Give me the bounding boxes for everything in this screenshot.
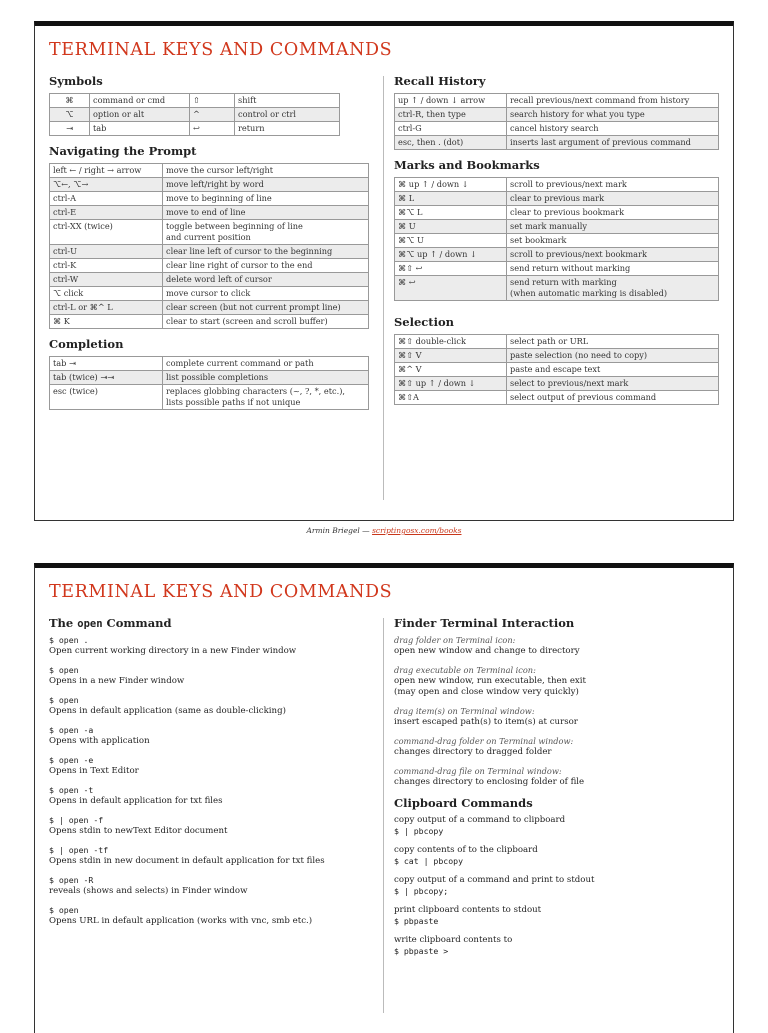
key-cell: ctrl-U [50, 245, 163, 259]
section-heading: Symbols [49, 74, 103, 88]
description-cell: clear screen (but not current prompt line) [163, 301, 369, 315]
navigating-row [50, 164, 369, 178]
key-cell: ⌘ up ↑ / down ↓ [395, 178, 507, 192]
description-cell: toggle between beginning of line and current position [163, 220, 369, 245]
symbols-row [50, 108, 340, 122]
marks-row [395, 206, 719, 220]
clipboard-item [394, 845, 719, 867]
key-cell: ⌘⌥ L [395, 206, 507, 220]
description-cell: move to end of line [163, 206, 369, 220]
selection-row [395, 391, 719, 405]
key-cell: ⌘⇧ V [395, 349, 507, 363]
key-cell: ⌘ K [50, 315, 163, 329]
key-cell: ⌘⇧ ↩ [395, 262, 507, 276]
key-cell: ⌘ [50, 94, 90, 108]
navigating-section [49, 144, 369, 329]
command-code: $ open -a [49, 725, 94, 735]
column-divider [383, 618, 384, 1013]
open-command-list [49, 635, 369, 927]
command-code: $ open -R [49, 875, 94, 885]
completion-row [50, 371, 369, 385]
description-cell: delete word left of cursor [163, 273, 369, 287]
open-command-item [49, 815, 369, 837]
selection-section [394, 315, 719, 405]
key-cell: ⌥ click [50, 287, 163, 301]
heading-mono: open [77, 618, 103, 630]
clipboard-description: print clipboard contents to stdout [394, 905, 542, 915]
marks-row [395, 276, 719, 301]
command-code: $ open [49, 665, 79, 675]
clipboard-code: $ | pbcopy; [394, 886, 449, 896]
key-cell: ctrl-R, then type [395, 108, 507, 122]
marks-section [394, 158, 719, 301]
key-cell: ⌘⌥ up ↑ / down ↓ [395, 248, 507, 262]
clipboard-section [394, 796, 719, 957]
open-command-item [49, 635, 369, 657]
completion-table [49, 356, 369, 410]
key-cell: ⌘ ↩ [395, 276, 507, 301]
description-cell: move left/right by word [163, 178, 369, 192]
key-cell: ⌘⇧ up ↑ / down ↓ [395, 377, 507, 391]
key-cell: ↩ [190, 122, 235, 136]
section-heading: Recall History [394, 74, 486, 88]
marks-row [395, 262, 719, 276]
clipboard-description: copy contents of to the clipboard [394, 845, 538, 855]
clipboard-item [394, 935, 719, 957]
marks-row [395, 220, 719, 234]
command-code: $ open -t [49, 785, 94, 795]
description-cell: search history for what you type [507, 108, 719, 122]
navigating-row [50, 178, 369, 192]
command-description: Opens in Text Editor [49, 766, 139, 776]
key-cell: ⌘⇧ double-click [395, 335, 507, 349]
finder-action: drag item(s) on Terminal window: [394, 706, 535, 716]
navigating-row [50, 206, 369, 220]
description-cell: scroll to previous/next bookmark [507, 248, 719, 262]
key-cell: ⌘^ V [395, 363, 507, 377]
command-code: $ open [49, 905, 79, 915]
key-cell: ctrl-K [50, 259, 163, 273]
description-cell: move the cursor left/right [163, 164, 369, 178]
heading-prefix: The [49, 616, 78, 630]
description-cell: command or cmd [90, 94, 190, 108]
description-cell: select output of previous command [507, 391, 719, 405]
description-cell: clear to previous mark [507, 192, 719, 206]
key-cell: up ↑ / down ↓ arrow [395, 94, 507, 108]
clipboard-code: $ pbpaste > [394, 946, 449, 956]
selection-row [395, 335, 719, 349]
finder-item [394, 635, 719, 657]
finder-item [394, 706, 719, 728]
description-cell: clear line right of cursor to the end [163, 259, 369, 273]
clipboard-code: $ cat | pbcopy [394, 856, 464, 866]
open-command-item [49, 695, 369, 717]
description-cell: return [235, 122, 340, 136]
symbols-row [50, 94, 340, 108]
navigating-table [49, 163, 369, 329]
navigating-row [50, 192, 369, 206]
navigating-row [50, 301, 369, 315]
finder-item [394, 665, 719, 698]
navigating-row [50, 273, 369, 287]
key-cell: ⇧ [190, 94, 235, 108]
page-caption [0, 526, 768, 535]
finder-list [394, 635, 719, 788]
author-name: Armin Briegel — [306, 526, 370, 535]
page-title: TERMINAL KEYS AND COMMANDS [49, 582, 393, 602]
description-cell: clear line left of cursor to the beginning [163, 245, 369, 259]
completion-section [49, 337, 369, 410]
section-heading: Marks and Bookmarks [394, 158, 540, 172]
recall-table [394, 93, 719, 150]
navigating-row [50, 245, 369, 259]
recall-section [394, 74, 719, 150]
clipboard-list [394, 815, 719, 957]
command-description: Opens with application [49, 736, 150, 746]
marks-row [395, 248, 719, 262]
key-cell: ⌘⌥ U [395, 234, 507, 248]
navigating-row [50, 220, 369, 245]
description-cell: list possible completions [163, 371, 369, 385]
left-column [49, 74, 369, 418]
clipboard-description: copy output of a command and print to stdout [394, 875, 595, 885]
clipboard-item [394, 875, 719, 897]
finder-action: drag folder on Terminal icon: [394, 635, 516, 645]
key-cell: ^ [190, 108, 235, 122]
column-divider [383, 76, 384, 500]
command-code: $ open [49, 695, 79, 705]
clipboard-item [394, 905, 719, 927]
marks-row [395, 192, 719, 206]
section-heading: Navigating the Prompt [49, 144, 197, 158]
recall-row [395, 122, 719, 136]
section-heading [49, 616, 369, 630]
command-description: Opens in default application (same as double-clicking) [49, 706, 286, 716]
symbols-row [50, 122, 340, 136]
symbols-section [49, 74, 369, 136]
marks-table [394, 177, 719, 301]
description-cell: inserts last argument of previous command [507, 136, 719, 150]
key-cell: ctrl-XX (twice) [50, 220, 163, 245]
marks-row [395, 234, 719, 248]
command-code: $ open . [49, 635, 89, 645]
description-cell: cancel history search [507, 122, 719, 136]
finder-item [394, 766, 719, 788]
command-code: $ | open -tf [49, 845, 109, 855]
description-cell: scroll to previous/next mark [507, 178, 719, 192]
key-cell: left ← / right → arrow [50, 164, 163, 178]
completion-row [50, 385, 369, 410]
symbols-table [49, 93, 340, 136]
right-column [394, 616, 719, 965]
recall-row [395, 108, 719, 122]
navigating-row [50, 287, 369, 301]
finder-action: command-drag file on Terminal window: [394, 766, 562, 776]
finder-item [394, 736, 719, 758]
key-cell: esc (twice) [50, 385, 163, 410]
key-cell: ctrl-W [50, 273, 163, 287]
key-cell: ⇥ [50, 122, 90, 136]
selection-table [394, 334, 719, 405]
completion-row [50, 357, 369, 371]
key-cell: ⌘⇧A [395, 391, 507, 405]
command-code: $ open -e [49, 755, 94, 765]
heading-suffix: Command [102, 616, 172, 630]
recall-row [395, 94, 719, 108]
description-cell: set mark manually [507, 220, 719, 234]
command-code: $ | open -f [49, 815, 104, 825]
selection-row [395, 349, 719, 363]
finder-description: changes directory to enclosing folder of file [394, 777, 585, 787]
key-cell: ctrl-G [395, 122, 507, 136]
clipboard-code: $ | pbcopy [394, 826, 444, 836]
finder-description: open new window, run executable, then exit [394, 676, 586, 686]
description-cell: tab [90, 122, 190, 136]
description-cell: clear to previous bookmark [507, 206, 719, 220]
description-cell: set bookmark [507, 234, 719, 248]
description-cell: paste and escape text [507, 363, 719, 377]
recall-row [395, 136, 719, 150]
key-cell: ⌘ L [395, 192, 507, 206]
sheet-page-1 [34, 21, 734, 521]
key-cell: ⌥ [50, 108, 90, 122]
clipboard-code: $ pbpaste [394, 916, 439, 926]
command-description: Opens stdin to newText Editor document [49, 826, 228, 836]
command-description: Open current working directory in a new Finder window [49, 646, 297, 656]
command-description: Opens in default application for txt files [49, 796, 223, 806]
description-cell: replaces globbing characters (~, ?, *, etc.), lists possible paths if not unique [163, 385, 369, 410]
key-cell: tab ⇥ [50, 357, 163, 371]
finder-description: insert escaped path(s) to item(s) at cursor [394, 717, 578, 727]
open-command-item [49, 845, 369, 867]
description-cell: send return without marking [507, 262, 719, 276]
finder-action: drag executable on Terminal icon: [394, 665, 536, 675]
description-cell: move to beginning of line [163, 192, 369, 206]
section-heading: Finder Terminal Interaction [394, 616, 575, 630]
description-cell: complete current command or path [163, 357, 369, 371]
section-heading: Completion [49, 337, 124, 351]
finder-section [394, 616, 719, 788]
section-heading: Selection [394, 315, 455, 329]
open-command-item [49, 755, 369, 777]
finder-description: (may open and close window very quickly) [394, 687, 579, 697]
finder-description: changes directory to dragged folder [394, 747, 552, 757]
open-command-item [49, 875, 369, 897]
right-column [394, 74, 719, 413]
page-title: TERMINAL KEYS AND COMMANDS [49, 40, 393, 60]
description-cell: clear to start (screen and scroll buffer) [163, 315, 369, 329]
command-description: reveals (shows and selects) in Finder window [49, 886, 248, 896]
navigating-row [50, 315, 369, 329]
finder-action: command-drag folder on Terminal window: [394, 736, 574, 746]
selection-row [395, 363, 719, 377]
key-cell: esc, then . (dot) [395, 136, 507, 150]
description-cell: send return with marking (when automatic marking is disabled) [507, 276, 719, 301]
command-description: Opens stdin in new document in default application for txt files [49, 856, 325, 866]
command-description: Opens in a new Finder window [49, 676, 185, 686]
description-cell: select to previous/next mark [507, 377, 719, 391]
key-cell: ⌘ U [395, 220, 507, 234]
open-command-item [49, 785, 369, 807]
marks-row [395, 178, 719, 192]
description-cell: shift [235, 94, 340, 108]
description-cell: option or alt [90, 108, 190, 122]
description-cell: recall previous/next command from history [507, 94, 719, 108]
command-description: Opens URL in default application (works with vnc, smb etc.) [49, 916, 313, 926]
navigating-row [50, 259, 369, 273]
description-cell: control or ctrl [235, 108, 340, 122]
description-cell: select path or URL [507, 335, 719, 349]
clipboard-item [394, 815, 719, 837]
sheet-page-2 [34, 563, 734, 1033]
key-cell: ctrl-L or ⌘^ L [50, 301, 163, 315]
key-cell: ⌥←, ⌥→ [50, 178, 163, 192]
key-cell: ctrl-A [50, 192, 163, 206]
description-cell: move cursor to click [163, 287, 369, 301]
finder-description: open new window and change to directory [394, 646, 580, 656]
left-column [49, 616, 369, 935]
selection-row [395, 377, 719, 391]
description-cell: paste selection (no need to copy) [507, 349, 719, 363]
key-cell: tab (twice) ⇥⇥ [50, 371, 163, 385]
open-command-item [49, 905, 369, 927]
open-command-item [49, 665, 369, 687]
books-link[interactable]: scriptingosx.com/books [372, 526, 462, 535]
clipboard-description: write clipboard contents to [394, 935, 513, 945]
open-command-item [49, 725, 369, 747]
section-heading: Clipboard Commands [394, 796, 533, 810]
clipboard-description: copy output of a command to clipboard [394, 815, 566, 825]
key-cell: ctrl-E [50, 206, 163, 220]
